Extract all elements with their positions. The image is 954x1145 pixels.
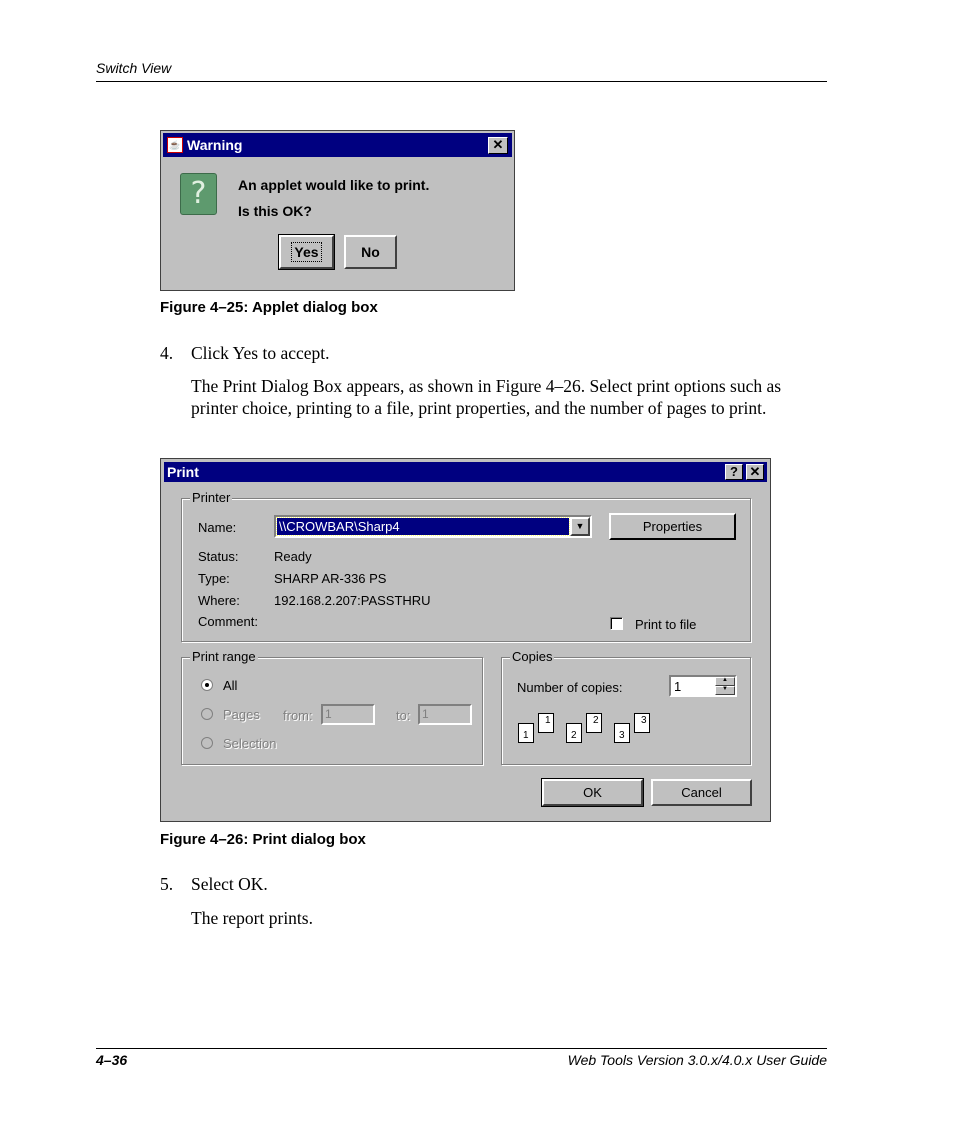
java-icon: ☕ (167, 137, 183, 153)
chevron-down-icon[interactable]: ▼ (570, 517, 590, 536)
copies-value: 1 (674, 679, 682, 694)
figure-caption-4-25: Figure 4–25: Applet dialog box (160, 299, 378, 316)
properties-button[interactable] (609, 513, 736, 540)
pages-label: Pages (223, 707, 260, 722)
close-icon[interactable]: ✕ (488, 137, 508, 154)
collate-page: 1 (518, 723, 534, 743)
ok-button-label: OK (583, 785, 602, 800)
collate-page: 2 (566, 723, 582, 743)
status-value: Ready (274, 549, 312, 564)
print-title: Print (167, 464, 199, 480)
all-radio[interactable] (201, 679, 213, 691)
properties-button-label: Properties (642, 519, 703, 534)
from-label: from: (283, 708, 313, 723)
stepper-up-icon[interactable]: ▲ (715, 677, 735, 686)
warning-message-line2: Is this OK? (238, 203, 312, 219)
collate-page: 1 (538, 713, 554, 733)
printer-name-select[interactable] (274, 515, 592, 538)
printer-group-label: Printer (192, 490, 231, 505)
no-button[interactable] (344, 235, 397, 269)
where-label: Where: (198, 593, 240, 608)
print-dialog (160, 458, 771, 822)
from-input[interactable]: 1 (321, 704, 375, 725)
warning-titlebar[interactable] (163, 133, 512, 157)
step-text-5: Select OK. (191, 874, 268, 894)
print-range-group (181, 649, 483, 765)
selection-label: Selection (223, 736, 277, 751)
copies-group-label: Copies (512, 649, 553, 664)
collate-page: 3 (614, 723, 630, 743)
print-range-group-label: Print range (192, 649, 256, 664)
number-of-copies-label: Number of copies: (517, 680, 623, 695)
stepper-down-icon[interactable]: ▼ (715, 686, 735, 695)
document-title: Web Tools Version 3.0.x/4.0.x User Guide (567, 1052, 827, 1068)
all-label[interactable]: All (223, 678, 238, 693)
comment-label: Comment: (198, 614, 258, 629)
step-number-5: 5. (160, 874, 174, 894)
copies-stepper[interactable] (669, 675, 737, 697)
warning-title: Warning (187, 137, 243, 153)
page-number: 4–36 (96, 1052, 128, 1068)
no-button-label: No (361, 244, 380, 260)
collate-page: 3 (634, 713, 650, 733)
question-icon: ? (180, 173, 217, 215)
running-header: Switch View (96, 60, 172, 76)
collate-page: 2 (586, 713, 602, 733)
paragraph-report-prints: The report prints. (191, 908, 313, 928)
print-titlebar[interactable] (164, 462, 767, 482)
to-label: to: (396, 708, 411, 723)
collate-illustration (516, 711, 666, 751)
close-icon[interactable]: ✕ (746, 464, 764, 480)
selection-radio[interactable] (201, 737, 213, 749)
type-label: Type: (198, 571, 230, 586)
pages-radio[interactable] (201, 708, 213, 720)
paragraph-print-dialog: The Print Dialog Box appears, as shown in Figure 4–26. Select print options such as printer choice, printing to a file, print properties, and the number of pages to print. (191, 376, 782, 418)
to-input[interactable]: 1 (418, 704, 472, 725)
step-text-4: Click Yes to accept. (191, 343, 330, 363)
step-number-4: 4. (160, 343, 174, 363)
warning-dialog (160, 130, 515, 291)
yes-button-label: Yes (291, 242, 321, 262)
help-icon[interactable]: ? (725, 464, 743, 480)
ok-button[interactable] (542, 779, 643, 806)
footer-rule (96, 1048, 827, 1049)
status-label: Status: (198, 549, 239, 564)
cancel-button-label: Cancel (681, 785, 722, 800)
type-value: SHARP AR-336 PS (274, 571, 387, 586)
warning-message-line1: An applet would like to print. (238, 177, 430, 193)
yes-button[interactable] (279, 235, 334, 269)
printer-name-value: \\CROWBAR\Sharp4 (277, 518, 569, 535)
print-to-file-checkbox[interactable] (610, 617, 623, 630)
printer-group (181, 490, 751, 642)
name-label: Name: (198, 520, 237, 535)
header-rule (96, 81, 827, 82)
copies-group (501, 649, 751, 765)
where-value: 192.168.2.207:PASSTHRU (274, 593, 431, 608)
figure-caption-4-26: Figure 4–26: Print dialog box (160, 831, 366, 848)
cancel-button[interactable] (651, 779, 752, 806)
print-to-file-label[interactable]: Print to file (635, 617, 697, 632)
